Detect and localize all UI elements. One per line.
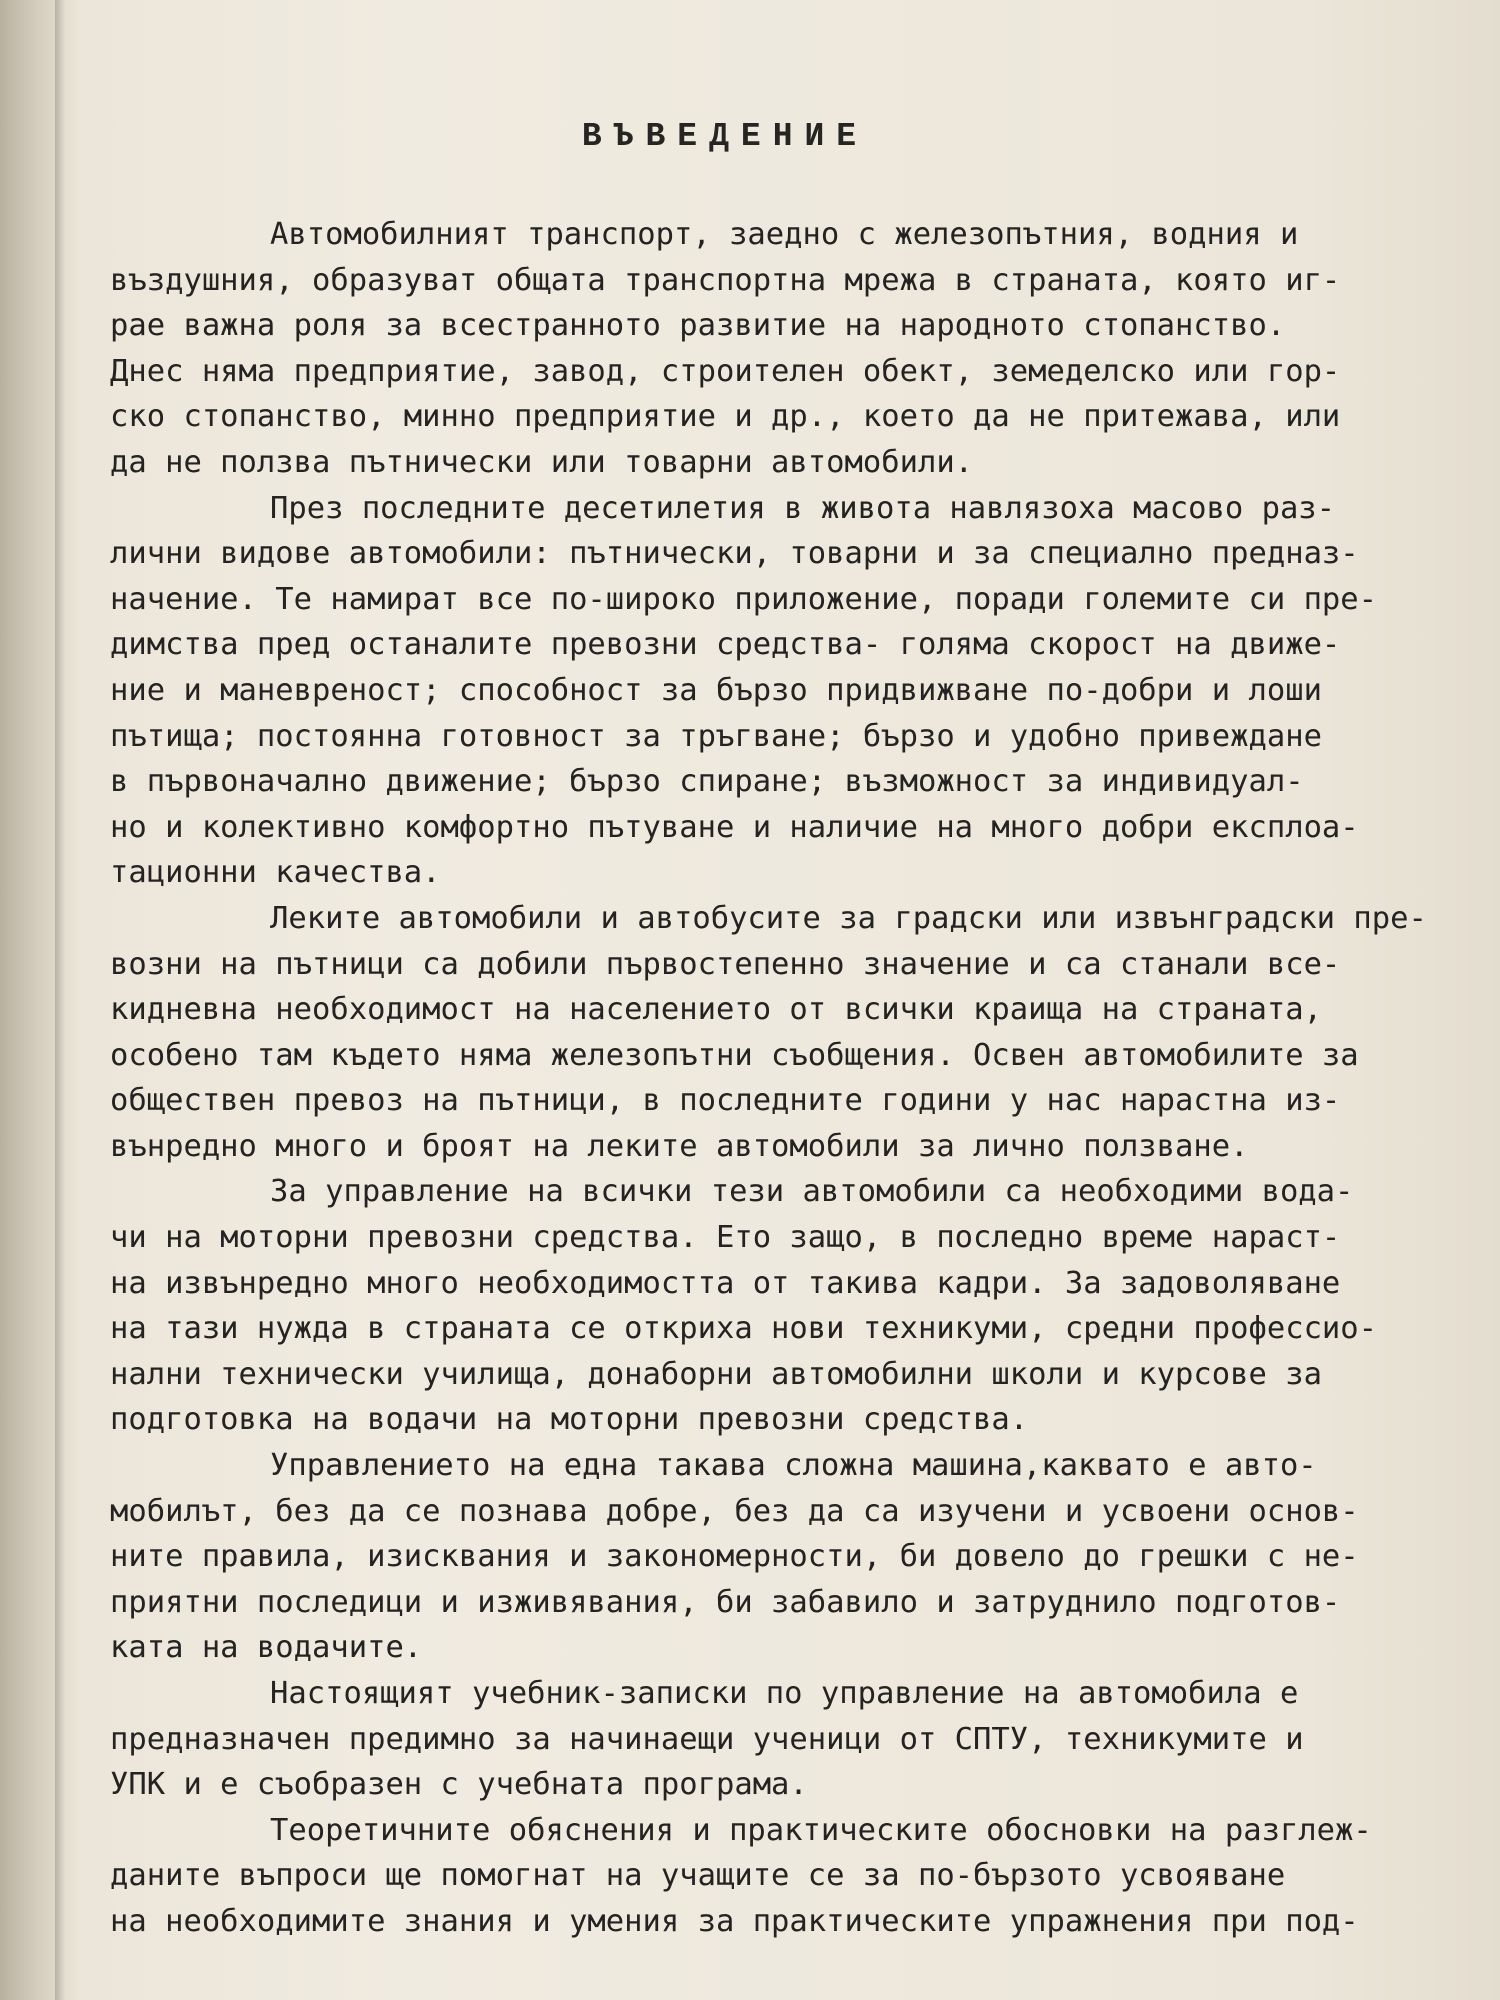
text-line: на тази нужда в страната се откриха нови техникуми, средни профессио-	[110, 1311, 1378, 1347]
paragraph-first-line: През последните десетилетия в живота навлязоха масово раз-	[270, 490, 1336, 526]
page-title: ВЪВЕДЕНИЕ	[581, 118, 869, 155]
text-line: ние и маневреност; способност за бързо придвижване по-добри и лоши	[110, 672, 1322, 708]
text-line: нални технически училища, донаборни автомобилни школи и курсове за	[110, 1356, 1322, 1392]
text-line: рае важна роля за всестранното развитие на народното стопанство.	[110, 308, 1286, 344]
text-line: предназначен предимно за начинаещи ученици от СПТУ, техникумите и	[110, 1721, 1304, 1757]
text-line: въздушния, образуват общата транспортна мрежа в страната, която иг-	[110, 262, 1341, 298]
text-line: возни на пътници са добили първостепенно значение и са станали все-	[110, 946, 1341, 982]
paragraph-first-line: За управление на всички тези автомобили са необходими вода-	[270, 1174, 1354, 1210]
text-line: начение. Те намират все по-широко приложение, поради големите си пре-	[110, 581, 1378, 617]
text-line: тационни качества.	[110, 855, 441, 891]
text-line: мобилът, без да се познава добре, без да са изучени и усвоени основ-	[110, 1493, 1359, 1529]
text-line: подготовка на водачи на моторни превозни средства.	[110, 1402, 1029, 1438]
text-line: ните правила, изисквания и закономерности, би довело до грешки с не-	[110, 1539, 1359, 1575]
text-line: особено там където няма железопътни съобщения. Освен автомобилите за	[110, 1037, 1359, 1073]
text-line: лични видове автомобили: пътнически, товарни и за специално предназ-	[110, 536, 1359, 572]
text-line: УПК и е съобразен с учебната програма.	[110, 1767, 808, 1803]
paragraph-first-line: Управлението на една такава сложна машина,каквато е авто-	[270, 1448, 1317, 1484]
paragraph-first-line: Теоретичните обяснения и практическите обосновки на разглеж-	[270, 1812, 1372, 1848]
text-line: в първоначално движение; бързо спиране; възможност за индивидуал-	[110, 764, 1304, 800]
text-line: вънредно много и броят на леките автомобили за лично ползване.	[110, 1128, 1249, 1164]
text-line: Днес няма предприятие, завод, строителен обект, земеделско или гор-	[110, 353, 1341, 389]
text-line: но и колективно комфортно пътуване и наличие на много добри експлоа-	[110, 809, 1359, 845]
paragraph-first-line: Леките автомобили и автобусите за градски или извънградски пре-	[270, 900, 1427, 936]
text-line: на извънредно много необходимостта от такива кадри. За задоволяване	[110, 1265, 1341, 1301]
text-line: приятни последици и изживявания, би забавило и затруднило подготов-	[110, 1584, 1341, 1620]
binding-shadow	[55, 0, 65, 2000]
text-line: ско стопанство, минно предприятие и др., което да не притежава, или	[110, 399, 1341, 435]
text-line: да не ползва пътнически или товарни автомобили.	[110, 444, 974, 480]
text-line: даните въпроси ще помогнат на учащите се за по-бързото усвояване	[110, 1858, 1286, 1894]
text-line: чи на моторни превозни средства. Ето защо, в последно време нараст-	[110, 1220, 1341, 1256]
text-line: на необходимите знания и умения за практическите упражнения при под-	[110, 1903, 1359, 1939]
text-line: обществен превоз на пътници, в последните години у нас нарастна из-	[110, 1083, 1341, 1119]
text-line: димства пред останалите превозни средства- голяма скорост на движе-	[110, 627, 1341, 663]
text-line: ката на водачите.	[110, 1630, 423, 1666]
paragraph-first-line: Настоящият учебник-записки по управление на автомобила е	[270, 1676, 1299, 1711]
text-line: пътища; постоянна готовност за тръгване; бързо и удобно привеждане	[110, 718, 1322, 754]
paragraph-first-line: Автомобилният транспорт, заедно с железопътния, водния и	[270, 217, 1299, 252]
text-line: кидневна необходимост на населението от всички краища на страната,	[110, 992, 1322, 1028]
body-text	[110, 212, 1427, 1945]
